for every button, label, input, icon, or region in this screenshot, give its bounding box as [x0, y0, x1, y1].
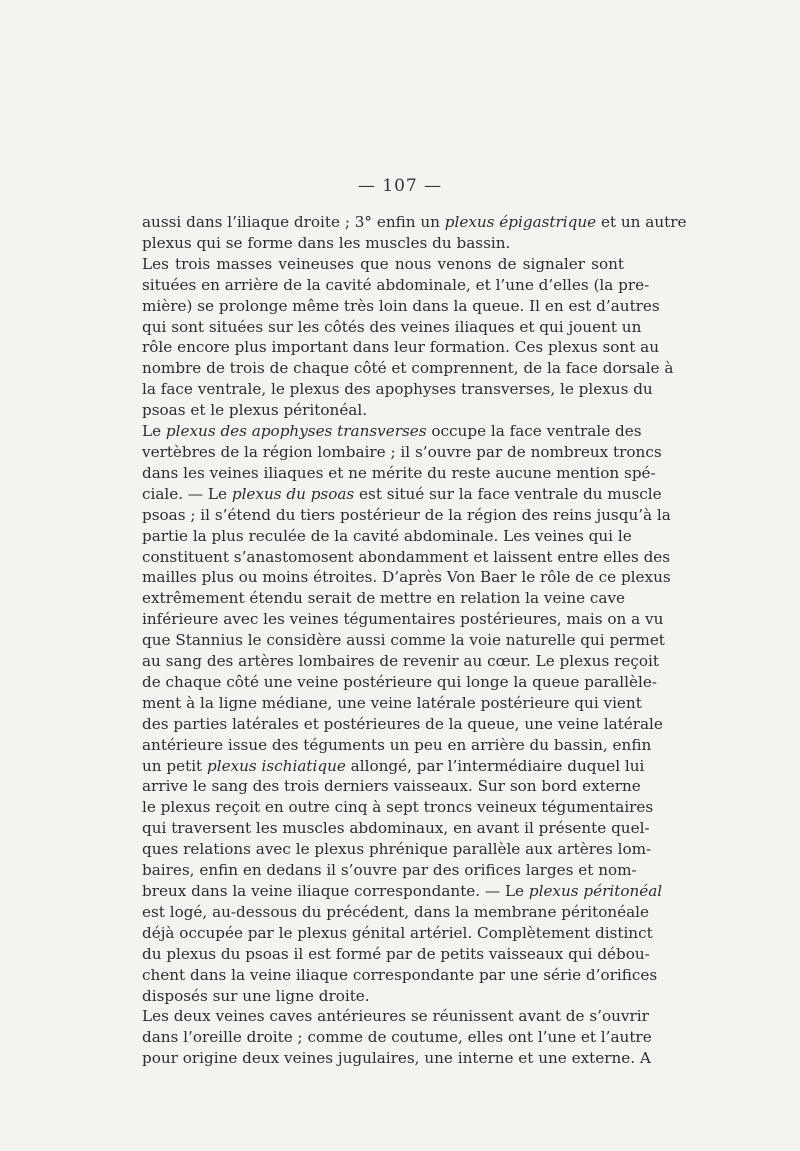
text-line: [142, 275, 650, 296]
text-line: [142, 212, 687, 233]
italic-term: plexus du psoas: [231, 484, 355, 503]
text-line: [142, 965, 658, 986]
text-line: [142, 776, 641, 797]
text-segment: un petit: [142, 756, 207, 775]
text-segment: rôle encore plus important dans leur formation. Ces plexus sont au: [142, 338, 659, 357]
text-segment: au sang des artères lombaires de revenir au cœur. Le plexus reçoit: [142, 652, 659, 671]
text-segment: inférieure avec les veines tégumentaires postérieures, mais on a vu: [142, 610, 664, 629]
text-segment: des parties latérales et postérieures de la queue, une veine latérale: [142, 714, 663, 733]
text-line: [142, 609, 664, 630]
text-segment: baires, enfin en dedans il s’ouvre par des orifices larges et nom-: [142, 861, 637, 880]
text-segment: aussi dans l’iliaque droite ; 3° enfin un: [142, 213, 445, 231]
text-line: [142, 526, 632, 547]
text-segment: dans l’oreille droite ; comme de coutume, elles ont l’une et l’autre: [142, 1028, 652, 1047]
text-segment: constituent s’anastomosent abondamment et laissent entre elles des: [142, 547, 671, 566]
text-line: [142, 630, 665, 651]
text-segment: extrêmement étendu serait de mettre en relation la veine cave: [142, 589, 626, 608]
text-line: [142, 442, 662, 463]
text-line: [142, 358, 674, 379]
text-line: [142, 505, 671, 526]
text-segment: qui sont situées sur les côtés des veines iliaques et qui jouent un: [142, 317, 642, 336]
text-segment: du plexus du psoas il est formé par de petits vaisseaux qui débou-: [142, 944, 650, 963]
text-segment: et un autre: [596, 213, 687, 231]
text-line: [142, 902, 650, 923]
text-segment: arrive le sang des trois derniers vaisseaux. Sur son bord externe: [142, 777, 641, 796]
text-line: [142, 254, 624, 275]
body-text: [142, 212, 687, 1069]
text-segment: ques relations avec le plexus phrénique parallèle aux artères lom-: [142, 840, 652, 859]
text-line: [142, 337, 659, 358]
text-segment: psoas ; il s’étend du tiers postérieur de la région des reins jusqu’à la: [142, 505, 671, 524]
text-line: [142, 233, 624, 254]
text-segment: nombre de trois de chaque côté et comprennent, de la face dorsale à: [142, 359, 674, 378]
text-segment: Le: [142, 422, 166, 441]
text-segment: le plexus reçoit en outre cinq à sept troncs veineux tégumentaires: [142, 798, 654, 817]
text-segment: mailles plus ou moins étroites. D’après Von Baer le rôle de ce plexus: [142, 568, 671, 587]
text-segment: ciale. — Le: [142, 484, 232, 503]
text-segment: que Stannius le considère aussi comme la voie naturelle qui permet: [142, 631, 665, 650]
text-line: [142, 756, 645, 777]
text-line: [142, 588, 624, 609]
text-line: [142, 818, 650, 839]
text-segment: antérieure issue des téguments un peu en arrière du bassin, enfin: [142, 735, 652, 754]
text-line: [142, 484, 662, 505]
text-segment: occupe la face ventrale des: [426, 422, 642, 441]
text-line: [142, 735, 652, 756]
text-line: [142, 860, 637, 881]
text-segment: psoas et le plexus péritonéal.: [142, 401, 368, 420]
text-line: [142, 797, 654, 818]
text-line: [142, 944, 650, 965]
text-segment: allongé, par l’intermédiaire duquel lui: [345, 756, 645, 775]
text-line: [142, 547, 671, 568]
text-segment: breux dans la veine iliaque correspondante. — Le: [142, 882, 529, 900]
text-segment: disposés sur une ligne droite.: [142, 986, 370, 1005]
text-segment: est situé sur la face ventrale du muscle: [354, 484, 662, 503]
text-line: [142, 296, 660, 317]
text-line: [142, 1048, 651, 1069]
text-line: [142, 986, 624, 1007]
text-segment: partie la plus reculée de la cavité abdominale. Les veines qui le: [142, 526, 632, 545]
text-line: [142, 567, 671, 588]
text-line: [142, 714, 663, 735]
text-line: [142, 881, 663, 902]
text-segment: Les deux veines caves antérieures se réunissent avant de s’ouvrir: [142, 1007, 649, 1026]
text-segment: la face ventrale, le plexus des apophyses transverses, le plexus du: [142, 380, 653, 399]
page-number: — 107 —: [357, 176, 443, 196]
text-segment: chent dans la veine iliaque correspondante par une série d’orifices: [142, 965, 658, 984]
text-segment: Les trois masses veineuses que nous venons de signaler sont: [142, 254, 624, 273]
text-segment: mière) se prolonge même très loin dans la queue. Il en est d’autres: [142, 296, 660, 315]
text-line: [142, 463, 656, 484]
text-segment: qui traversent les muscles abdominaux, en avant il présente quel-: [142, 819, 650, 838]
text-line: [142, 317, 642, 338]
text-segment: pour origine deux veines jugulaires, une interne et une externe. A: [142, 1049, 651, 1068]
text-line: [142, 421, 642, 442]
italic-term: plexus ischiatique: [207, 756, 346, 775]
text-line: [142, 1006, 649, 1027]
text-line: [142, 651, 659, 672]
text-line: [142, 693, 642, 714]
text-segment: ment à la ligne médiane, une veine latérale postérieure qui vient: [142, 693, 642, 712]
italic-term: plexus péritonéal: [528, 882, 663, 900]
text-segment: de chaque côté une veine postérieure qui longe la queue parallèle-: [142, 672, 657, 691]
text-line: [142, 839, 652, 860]
text-segment: situées en arrière de la cavité abdominale, et l’une d’elles (la pre-: [142, 275, 650, 294]
text-line: [142, 379, 653, 400]
text-segment: dans les veines iliaques et ne mérite du reste aucune mention spé-: [142, 463, 656, 482]
text-line: [142, 400, 624, 421]
text-segment: vertèbres de la région lombaire ; il s’ouvre par de nombreux troncs: [142, 442, 662, 461]
text-segment: est logé, au-dessous du précédent, dans la membrane péritonéale: [142, 902, 650, 921]
italic-term: plexus des apophyses transverses: [165, 422, 427, 441]
text-line: [142, 672, 657, 693]
italic-term: plexus épigastrique: [444, 213, 597, 231]
text-line: [142, 1027, 652, 1048]
text-segment: déjà occupée par le plexus génital artériel. Complètement distinct: [142, 923, 653, 942]
text-line: [142, 923, 653, 944]
text-segment: plexus qui se forme dans les muscles du bassin.: [142, 233, 511, 252]
